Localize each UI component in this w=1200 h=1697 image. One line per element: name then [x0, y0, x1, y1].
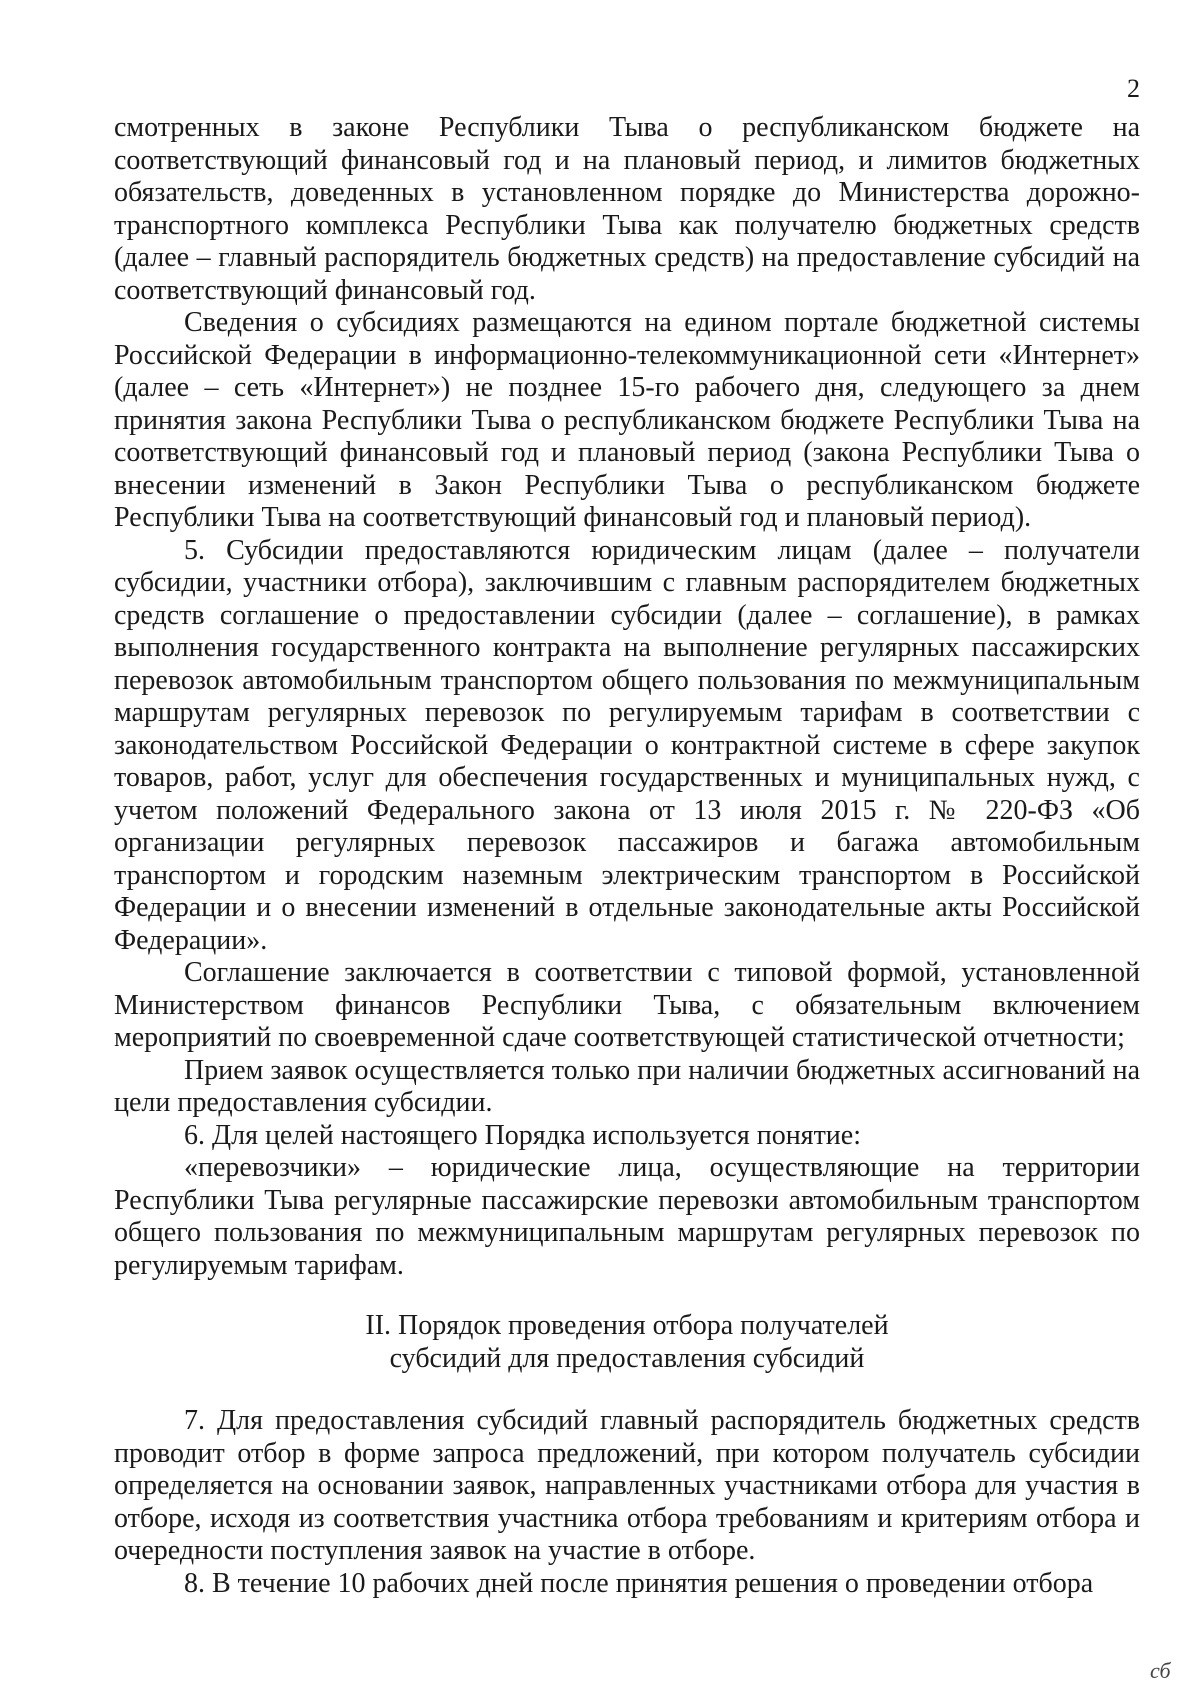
document-body: [114, 112, 1140, 1600]
paragraph-8: 7. Для предоставления субсидий главный распорядитель бюджетных средств проводит отбор в форме запроса предложений, при котором получатель субсидии определяется на основании заявок, направленных участниками отбора для участия в отборе, исходя из соответствия участника отбора требованиям и критериям отбора и очередности поступления заявок на участие в отборе.: [114, 1405, 1140, 1566]
paragraph-9: 8. В течение 10 рабочих дней после принятия решения о проведении отбора: [184, 1567, 1094, 1599]
paragraph-1: смотренных в законе Республики Тыва о республиканском бюджете на соответствующий финансовый год и на плановый период, и лимитов бюджетных обязательств, доведенных в установленном порядке до Министерства дорожно-транспортного комплекса Республики Тыва как получателю бюджетных средств (далее – главный распорядитель бюджетных средств) на предоставление субсидий на соответствующий финансовый год.: [114, 112, 1140, 306]
handwritten-mark: сб: [1150, 1658, 1171, 1683]
paragraph-4: Соглашение заключается в соответствии с типовой формой, установленной Министерством финансов Республики Тыва, с обязательным включением мероприятий по своевременной сдаче соответствующей статистической отчетности;: [114, 957, 1140, 1053]
paragraph-7: «перевозчики» – юридические лица, осуществляющие на территории Республики Тыва регулярные пассажирские перевозки автомобильным транспортом общего пользования по межмуниципальным маршрутам регулярных перевозок по регулируемым тарифам.: [114, 1152, 1140, 1281]
section-heading: [114, 1309, 1140, 1375]
section-heading-line-2: субсидий для предоставления субсидий: [389, 1343, 865, 1374]
paragraph-6: 6. Для целей настоящего Порядка используется понятие:: [184, 1119, 861, 1151]
page-number: 2: [1127, 74, 1140, 103]
paragraph-2: Сведения о субсидиях размещаются на едином портале бюджетной системы Российской Федерации в информационно-телекоммуникационной сети «Интернет» (далее – сеть «Интернет») не позднее 15-го рабочего дня, следующего за днем принятия закона Республики Тыва о республиканском бюджете Республики Тыва на соответствующий финансовый год и плановый период (закона Республики Тыва о внесении изменений в Закон Республики Тыва о республиканском бюджете Республики Тыва на соответствующий финансовый год и плановый период).: [114, 307, 1140, 533]
section-heading-line-1: II. Порядок проведения отбора получателей: [365, 1310, 889, 1341]
paragraph-3: 5. Субсидии предоставляются юридическим лицам (далее – получатели субсидии, участники отбора), заключившим с главным распорядителем бюджетных средств соглашение о предоставлении субсидии (далее – соглашение), в рамках выполнения государственного контракта на выполнение регулярных пассажирских перевозок автомобильным транспортом общего пользования по межмуниципальным маршрутам регулярных перевозок по регулируемым тарифам в соответствии с законодательством Российской Федерации о контрактной системе в сфере закупок товаров, работ, услуг для обеспечения государственных и муниципальных нужд, с учетом положений Федерального закона от 13 июля 2015 г. № 220-ФЗ «Об организации регулярных перевозок пассажиров и багажа автомобильным транспортом и городским наземным электрическим транспортом в Российской Федерации и о внесении изменений в отдельные законодательные акты Российской Федерации».: [114, 534, 1140, 956]
paragraph-5: Прием заявок осуществляется только при наличии бюджетных ассигнований на цели предоставления субсидии.: [114, 1054, 1140, 1118]
